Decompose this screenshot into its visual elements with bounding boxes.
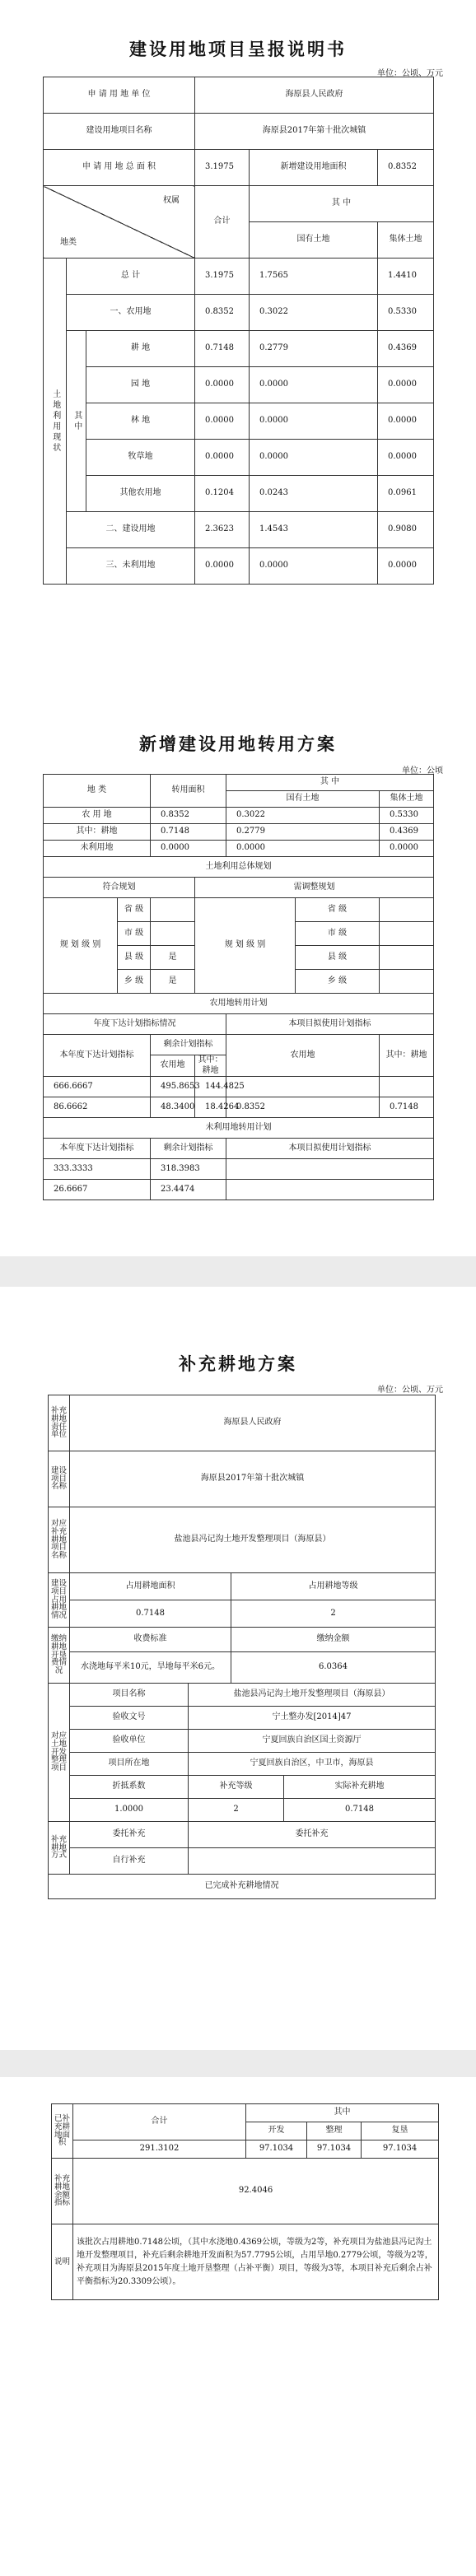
new-area-value: 0.8352 [378, 150, 434, 186]
row-conversion: 0.8352 [151, 808, 226, 824]
method-label-cell: 补充耕地方式 [49, 1822, 70, 1875]
level-name: 乡 级 [296, 970, 380, 994]
row-label: 牧草地 [86, 440, 195, 476]
unit-label: 单位：公顷 [402, 766, 443, 776]
grade-header: 补充等级 [189, 1776, 284, 1799]
fee-amount-value: 6.0364 [231, 1652, 436, 1684]
row-label: 农 用 地 [44, 808, 151, 824]
total-area-value: 3.1975 [195, 150, 250, 186]
annual-header: 农用地转用计划 [44, 994, 434, 1014]
completion-table [51, 2103, 439, 2300]
plan-level-label: 规 划 级 别 [195, 898, 296, 994]
arable-subheader: 其中：耕地 [195, 1055, 226, 1077]
row-guoyou: 0.0000 [250, 403, 378, 440]
unit-label: 单位：公顷、万元 [377, 1386, 443, 1395]
plan-row-use-arable: 0.7148 [380, 1097, 434, 1118]
report-table [43, 77, 434, 585]
qizhong-header: 其中 [246, 2104, 439, 2122]
info-value: 盐池县冯记沟土地开发整理项目（海原县） [189, 1684, 436, 1707]
completed-header: 已完成补充耕地情况 [49, 1875, 436, 1899]
level-mark [151, 922, 195, 946]
farmland-label: 农用地 [226, 1035, 380, 1077]
row-guoyou: 0.2779 [250, 331, 378, 367]
info-value: 宁夏回族自治区，中卫市，海原县 [189, 1753, 436, 1776]
row-total: 2.3623 [195, 512, 250, 548]
plan-row-arable: 144.4825 [195, 1077, 226, 1097]
unit-label-cell: 补充耕地责任单位 [49, 1395, 70, 1451]
applicant-value: 海原县人民政府 [195, 77, 434, 114]
level-mark: 是 [151, 946, 195, 970]
total-area-label: 申 请 用 地 总 面 积 [44, 150, 195, 186]
reclaim-header: 复垦 [362, 2122, 439, 2140]
level-mark [151, 898, 195, 922]
level-mark [380, 922, 434, 946]
fee-standard-value: 水浇地每平米10元，旱地每平米6元。 [70, 1652, 231, 1684]
row-total: 0.1204 [195, 476, 250, 512]
related-value: 盐池县冯记沟土地开发整理项目（海原县） [70, 1507, 436, 1573]
applicant-label: 申 请 用 地 单 位 [44, 77, 195, 114]
fee-label-cell: 缴纳耕地开垦费情况 [49, 1628, 70, 1684]
plan-conforming: 符合规划 [44, 878, 195, 898]
method-self: 自行补充 [70, 1848, 189, 1875]
row-guoyou: 0.0000 [250, 367, 378, 403]
row-jiti: 0.5330 [380, 808, 434, 824]
completion-page [0, 2077, 476, 2576]
row-jiti: 0.4369 [378, 331, 434, 367]
supplemented-label-cell: 已补充耕地面积 [52, 2104, 73, 2159]
plan-row-farmland: 495.8653 [151, 1077, 195, 1097]
farmland-subheader: 农用地 [151, 1055, 195, 1077]
level-name: 乡 级 [118, 970, 151, 994]
unused-row-remaining: 23.4474 [151, 1180, 226, 1200]
consolidate-value: 97.1034 [307, 2140, 362, 2159]
consolidate-header: 整理 [307, 2122, 362, 2140]
row-jiti: 0.9080 [378, 512, 434, 548]
report-page [0, 0, 476, 694]
row-total: 0.0000 [195, 440, 250, 476]
row-guoyou: 0.0000 [250, 440, 378, 476]
grade-value: 2 [189, 1799, 284, 1822]
header-qizhong: 其 中 [226, 775, 434, 791]
info-label: 项目所在地 [70, 1753, 189, 1776]
header-diagonal-cell [44, 186, 195, 259]
balance-label-cell: 补充耕地余额指标 [52, 2159, 73, 2224]
row-jiti: 0.4369 [380, 824, 434, 841]
row-label: 三、未利用地 [67, 548, 195, 585]
row-total: 0.0000 [195, 367, 250, 403]
header-jiti: 集体土地 [380, 791, 434, 808]
unused-row-project [226, 1159, 434, 1180]
level-name: 县 级 [118, 946, 151, 970]
fee-standard-header: 收费标准 [70, 1628, 231, 1652]
row-jiti: 0.0000 [378, 403, 434, 440]
row-total: 3.1975 [195, 259, 250, 295]
description-text: 该批次占用耕地0.7148公顷，（其中水浇地0.4369公顷，等级为2等，补充项目为盐池县冯记沟土地开发整理项目，补充后剩余耕地开发面积为57.7795公顷，占用旱地0.2779公顷，等级为2等，补充项目为海原县2015年度土地开垦整理（占补平衡）项目，等级为3等，本项目补充后剩余占补平衡指标为20.3309公顷）。 [73, 2224, 439, 2300]
occupy-area-value: 0.7148 [70, 1600, 231, 1628]
project-label: 建设用地项目名称 [44, 114, 195, 150]
plan-row-farmland: 48.3400 [151, 1097, 195, 1118]
header-quanshu: 权属 [163, 196, 180, 205]
coefficient-header: 折抵系数 [70, 1776, 189, 1799]
develop-header: 开发 [246, 2122, 307, 2140]
unit-value: 海原县人民政府 [70, 1395, 436, 1451]
project-plan-label: 本项目拟使用计划指标 [226, 1139, 434, 1159]
related-project-label-cell: 对应土地开发整理项目 [49, 1684, 70, 1822]
plan-row-quota: 86.6662 [44, 1097, 151, 1118]
level-name: 省 级 [296, 898, 380, 922]
plan-row-quota: 666.6667 [44, 1077, 151, 1097]
header-dilei: 地类 [60, 237, 77, 247]
row-conversion: 0.0000 [151, 841, 226, 857]
row-guoyou: 0.2779 [226, 824, 380, 841]
occupy-grade-value: 2 [231, 1600, 436, 1628]
fee-amount-header: 缴纳金额 [231, 1628, 436, 1652]
conversion-table [43, 774, 434, 1200]
unused-row-project [226, 1180, 434, 1200]
row-guoyou: 0.0243 [250, 476, 378, 512]
supplement-page [0, 1287, 476, 2050]
row-guoyou: 0.0000 [250, 548, 378, 585]
annual-quota-label: 本年度下达计划指标 [44, 1035, 151, 1077]
plan-row-use-farmland: 0.8352 [226, 1097, 380, 1118]
plan-row-use-farmland [226, 1077, 380, 1097]
conversion-page [0, 694, 476, 1256]
remaining-quota-label: 剩余计划指标 [151, 1035, 226, 1055]
info-label: 验收文号 [70, 1707, 189, 1730]
project-value: 海原县2017年第十批次城镇 [195, 114, 434, 150]
row-guoyou: 1.7565 [250, 259, 378, 295]
actual-header: 实际补充耕地 [284, 1776, 436, 1799]
remaining-quota-label: 剩余计划指标 [151, 1139, 226, 1159]
page-title: 新增建设用地转用方案 [139, 734, 337, 754]
unused-row-remaining: 318.3983 [151, 1159, 226, 1180]
occupy-label-cell: 建设项目占用耕地情况 [49, 1573, 70, 1628]
level-name: 省 级 [118, 898, 151, 922]
info-value: 宁土整办发[2014]47 [189, 1707, 436, 1730]
info-value: 宁夏回族自治区国土资源厅 [189, 1730, 436, 1753]
plan-adjust: 需调整规划 [195, 878, 434, 898]
actual-value: 0.7148 [284, 1799, 436, 1822]
row-guoyou: 0.0000 [226, 841, 380, 857]
row-total: 0.8352 [195, 295, 250, 331]
occupy-grade-header: 占用耕地等级 [231, 1573, 436, 1600]
row-label: 林 地 [86, 403, 195, 440]
row-label: 总 计 [67, 259, 195, 295]
total-header: 合计 [73, 2104, 246, 2140]
description-label-cell: 说明 [52, 2224, 73, 2300]
supplement-table [48, 1395, 436, 1899]
header-dilei: 地 类 [44, 775, 151, 808]
project-value: 海原县2017年第十批次城镇 [70, 1451, 436, 1507]
row-label: 二、建设用地 [67, 512, 195, 548]
unused-row-quota: 26.6667 [44, 1180, 151, 1200]
row-label: 园 地 [86, 367, 195, 403]
info-label: 验收单位 [70, 1730, 189, 1753]
unit-label: 单位：公顷、万元 [377, 69, 443, 78]
row-jiti: 0.0000 [378, 367, 434, 403]
row-label: 未利用地 [44, 841, 151, 857]
occupy-area-header: 占用耕地面积 [70, 1573, 231, 1600]
plan-level-label: 规 划 级 别 [44, 898, 118, 994]
qizhong-label: 其中 [67, 331, 86, 512]
row-total: 0.0000 [195, 548, 250, 585]
method-commission-2: 委托补充 [189, 1822, 436, 1848]
new-area-label: 新增建设用地面积 [250, 150, 378, 186]
balance-value: 92.4046 [73, 2159, 439, 2224]
project-plan-label: 本项目拟使用计划指标 [226, 1014, 434, 1035]
header-total: 合计 [195, 186, 250, 259]
develop-value: 97.1034 [246, 2140, 307, 2159]
reclaim-value: 97.1034 [362, 2140, 439, 2159]
row-jiti: 1.4410 [378, 259, 434, 295]
row-guoyou: 0.3022 [250, 295, 378, 331]
plan-row-use-arable [380, 1077, 434, 1097]
plan-header: 土地利用总体规划 [44, 857, 434, 878]
unused-row-quota: 333.3333 [44, 1159, 151, 1180]
unused-header: 未利用地转用计划 [44, 1118, 434, 1139]
header-qizhong: 其 中 [250, 186, 434, 222]
page-title: 建设用地项目呈报说明书 [129, 40, 347, 59]
related-label-cell: 对应补充耕地项目名称 [49, 1507, 70, 1573]
row-jiti: 0.0000 [378, 548, 434, 585]
coefficient-value: 1.0000 [70, 1799, 189, 1822]
row-jiti: 0.0000 [380, 841, 434, 857]
level-name: 县 级 [296, 946, 380, 970]
level-name: 市 级 [118, 922, 151, 946]
annual-quota-label: 本年度下达计划指标 [44, 1139, 151, 1159]
row-jiti: 0.5330 [378, 295, 434, 331]
row-label: 其他农用地 [86, 476, 195, 512]
level-mark [380, 970, 434, 994]
header-conversion: 转用面积 [151, 775, 226, 808]
level-mark [380, 946, 434, 970]
row-label: 一、农用地 [67, 295, 195, 331]
row-label: 其中：耕地 [44, 824, 151, 841]
arable-label: 其中：耕地 [380, 1035, 434, 1077]
header-guoyou: 国有土地 [250, 222, 378, 259]
method-commission: 委托补充 [70, 1822, 189, 1848]
page-title: 补充耕地方案 [179, 1354, 297, 1374]
row-total: 0.7148 [195, 331, 250, 367]
row-total: 0.0000 [195, 403, 250, 440]
total-value: 291.3102 [73, 2140, 246, 2159]
row-jiti: 0.0000 [378, 440, 434, 476]
header-guoyou: 国有土地 [226, 791, 380, 808]
row-label: 耕 地 [86, 331, 195, 367]
annual-plan-label: 年度下达计划指标情况 [44, 1014, 226, 1035]
method-self-value [189, 1848, 436, 1875]
info-label: 项目名称 [70, 1684, 189, 1707]
side-label: 土地利用现状 [44, 259, 67, 585]
row-guoyou: 1.4543 [250, 512, 378, 548]
header-jiti: 集体土地 [378, 222, 434, 259]
plan-row-arable: 18.4264 [195, 1097, 226, 1118]
project-label-cell: 建设项目名称 [49, 1451, 70, 1507]
level-mark: 是 [151, 970, 195, 994]
level-mark [380, 898, 434, 922]
row-jiti: 0.0961 [378, 476, 434, 512]
row-conversion: 0.7148 [151, 824, 226, 841]
level-name: 市 级 [296, 922, 380, 946]
row-guoyou: 0.3022 [226, 808, 380, 824]
